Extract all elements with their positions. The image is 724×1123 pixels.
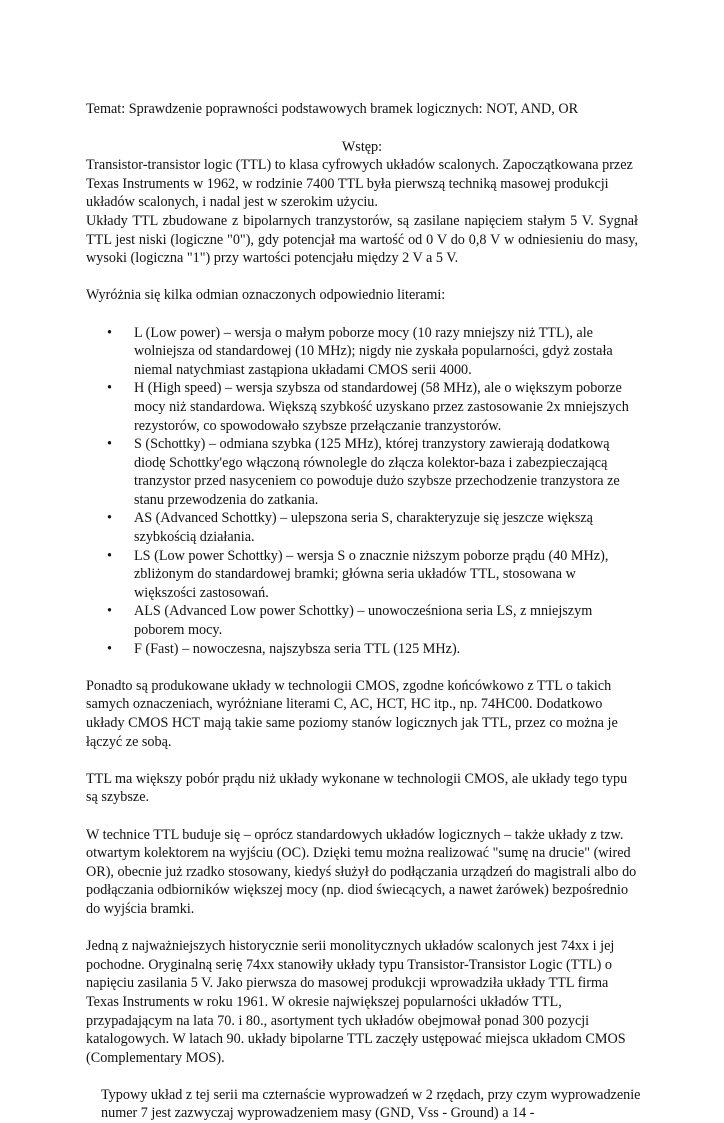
variants-list: [86, 324, 638, 659]
paragraph-74xx-series: Jedną z najważniejszych historycznie serii monolitycznych układów scalonych jest 74xx i jej pochodne. Oryginalną serię 74xx stanowiły układy typu Transistor-Transistor Logic (TTL) o napięciu zasilania 5 V. Jako pierwsza do masowej produkcji wprowadziła układy TTL firma Texas Instruments w roku 1961. W okresie największej popularności układów TTL, przypadającym na lata 70. i 80., asortyment tych układów obejmował ponad 300 pozycji katalogowych. W latach 90. układy bipolarne TTL zaczęły ustępować miejsca układom CMOS (Complementary MOS).: [86, 938, 626, 1066]
variant-text: H (High speed) – wersja szybsza od standardowej (58 MHz), ale o większym poborze mocy niż standardowa. Większą szybkość uzyskano przez zastosowanie 2x mniejszych rezystorów, co spowodowało szybsze przełączanie tranzystorów.: [134, 380, 629, 434]
paragraph-pinout: Typowy układ z tej serii ma czternaście wyprowadzeń w 2 rzędach, przy czym wyprowadzenie numer 7 jest zazwyczaj wyprowadzeniem masy (GND, Vss - Ground) a 14 -: [101, 1086, 641, 1122]
list-item: [107, 435, 638, 509]
list-item: [107, 379, 638, 435]
spacer: [86, 305, 638, 324]
paragraph-open-collector: W technice TTL buduje się – oprócz standardowych układów logicznych – także układy z tzw. otwartym kolektorem na wyjściu (OC). Dzięki temu można realizować "sumę na drucie" (wired OR), obecnie już rzadko stosowany, kiedyś służył do podłączania urządzeń do magistrali albo do podłączania odbiorników większej mocy (np. diod świecących, a nawet żarówek) bezpośrednio do wyjścia bramki.: [86, 826, 637, 917]
document-topic: Temat: Sprawdzenie poprawności podstawowych bramek logicznych: NOT, AND, OR: [86, 101, 579, 117]
bullet-icon: •: [107, 547, 112, 564]
spacer: [86, 807, 638, 826]
bullet-icon: •: [107, 380, 112, 397]
bullet-icon: •: [107, 436, 112, 453]
bullet-icon: •: [107, 640, 112, 657]
paragraph-power: TTL ma większy pobór prądu niż układy wykonane w technologii CMOS, ale układy tego typu są szybsze.: [86, 770, 628, 806]
variant-text: L (Low power) – wersja o małym poborze mocy (10 razy mniejszy niż TTL), ale wolniejsza od standardowej (10 MHz); nigdy nie zyskała popularności, gdyż została niemal natychmiast zastąpiona układami CMOS serii 4000.: [134, 324, 613, 378]
variant-text: AS (Advanced Schottky) – ulepszona seria S, charakteryzuje się jeszcze większą szybkością działania.: [134, 510, 593, 546]
list-item: [107, 324, 638, 380]
list-item: [107, 547, 638, 603]
paragraph-cmos: Ponadto są produkowane układy w technologii CMOS, zgodne końcówkowo z TTL o takich samych oznaczeniach, wyróżniane literami C, AC, HCT, HC itp., np. 74HC00. Dodatkowo układy CMOS HCT mają takie same poziomy stanów logicznych jak TTL, przez co można je łączyć ze sobą.: [86, 677, 618, 750]
list-item: [107, 602, 638, 639]
spacer: [86, 751, 638, 770]
list-item: [107, 509, 638, 546]
spacer: [86, 268, 638, 287]
document-page: [86, 100, 641, 1123]
variant-text: LS (Low power Schottky) – wersja S o znacznie niższym poborze prądu (40 MHz), zbliżonym do standardowej bramki; główna seria układów TTL, stosowana w większości zastosowań.: [134, 547, 609, 601]
variant-text: S (Schottky) – odmiana szybka (125 MHz), której tranzystory zawierają dodatkową diodę Schottky'ego włączoną równolegle do złącza kolektor-baza i zabezpieczającą tranzystor przed nasyceniem co powoduje dużo szybsze przechodzenie tranzystora ze stanu przewodzenia do zatkania.: [134, 436, 620, 508]
variant-text: F (Fast) – nowoczesna, najszybsza seria TTL (125 MHz).: [134, 640, 461, 657]
spacer: [86, 658, 638, 677]
variants-intro: Wyróżnia się kilka odmian oznaczonych odpowiednio literami:: [86, 287, 446, 304]
paragraph-ttl-voltage: Układy TTL zbudowane z bipolarnych tranzystorów, są zasilane napięciem stałym 5 V. Sygnał TTL jest niski (logiczne "0"), gdy potencjał ma wartość od 0 V do 0,8 V w odniesieniu do masy, wysoki (logiczna "1") przy wartości potencjału między 2 V a 5 V.: [86, 212, 638, 267]
paragraph-ttl-definition: Transistor-transistor logic (TTL) to klasa cyfrowych układów scalonych. Zapoczątkowana przez Texas Instruments w 1962, w rodzinie 7400 TTL była pierwszą techniką masowej produkcji układów scalonych, i nadal jest w szerokim użyciu.: [86, 157, 633, 211]
bullet-icon: •: [107, 603, 112, 620]
intro-heading: Wstęp:: [341, 138, 383, 155]
spacer: [86, 919, 638, 938]
spacer: [86, 1067, 638, 1086]
variant-text: ALS (Advanced Low power Schottky) – unowocześniona seria LS, z mniejszym poborem mocy.: [134, 603, 593, 639]
list-item: [107, 640, 638, 659]
bullet-icon: •: [107, 510, 112, 527]
bullet-icon: •: [107, 324, 112, 341]
